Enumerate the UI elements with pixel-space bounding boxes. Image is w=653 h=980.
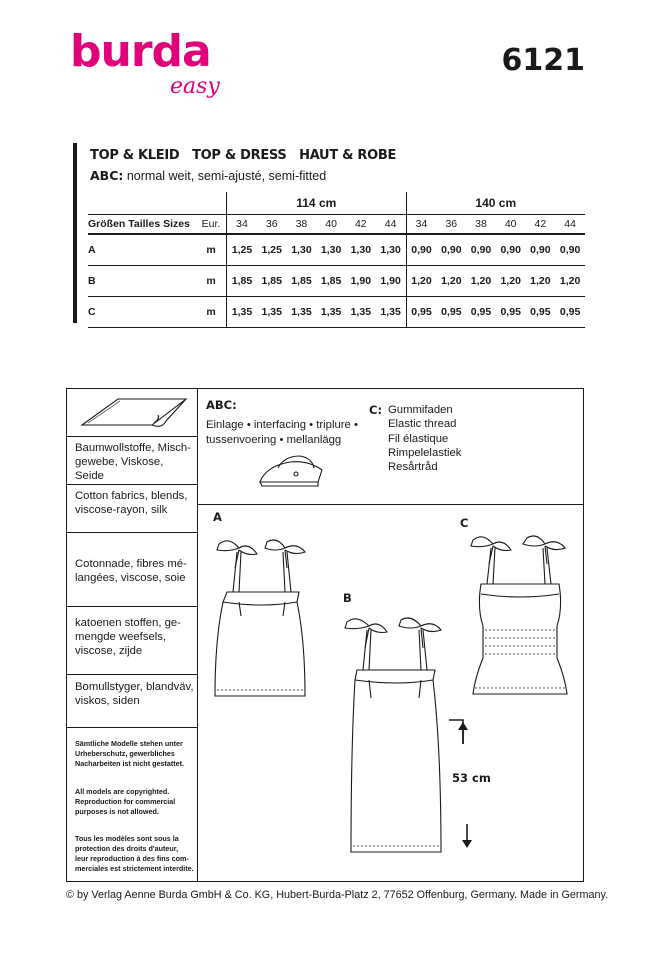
value-cell: 1,30 <box>346 234 376 266</box>
view-b-drawing <box>335 608 455 858</box>
value-cell: 0,95 <box>436 297 466 328</box>
value-cell: 0,90 <box>466 234 496 266</box>
fabric-text-de: Baumwollstoffe, Misch- gewebe, Viskose, Seide <box>75 442 191 482</box>
notions-c-text: Gummifaden Elastic thread Fil élastique Rimpelelastiek Resårtråd <box>388 404 462 474</box>
table-row <box>88 266 585 297</box>
table-row <box>88 297 585 328</box>
title-bar <box>73 143 77 323</box>
size-cell: 44 <box>555 215 585 235</box>
notions-abc-text: Einlage • interfacing • triplure • tussenvoering • mellanlägg <box>206 419 358 446</box>
brand-logo-sub: easy <box>170 74 220 99</box>
value-cell: 0,90 <box>436 234 466 266</box>
notions-abc-label: ABC: <box>206 398 237 412</box>
eur-label: Eur. <box>196 215 227 235</box>
copyright-notice-en: All models are copyrighted. Reproduction for commercial purposes is not allowed. <box>75 787 176 816</box>
value-cell: 1,35 <box>346 297 376 328</box>
view-a-drawing <box>205 530 315 710</box>
value-cell: 1,35 <box>316 297 346 328</box>
value-cell: 0,95 <box>466 297 496 328</box>
notions-divider <box>197 504 584 505</box>
view-label: C <box>88 297 196 328</box>
size-cell: 34 <box>406 215 436 235</box>
fabric-text-nl: katoenen stoffen, ge- mengde weefsels, viscose, zijde <box>75 617 181 657</box>
size-cell: 38 <box>287 215 317 235</box>
value-cell: 1,20 <box>466 266 496 297</box>
value-cell: 0,90 <box>555 234 585 266</box>
size-header-row <box>88 215 585 235</box>
view-label: B <box>88 266 196 297</box>
value-cell: 1,20 <box>526 266 556 297</box>
size-cell: 40 <box>496 215 526 235</box>
arrow-up-icon <box>458 722 468 744</box>
size-cell: 34 <box>227 215 257 235</box>
value-cell: 1,25 <box>227 234 257 266</box>
fabric-divider <box>66 727 197 728</box>
value-cell: 0,95 <box>496 297 526 328</box>
length-label: 53 cm <box>452 771 491 785</box>
value-cell: 1,30 <box>316 234 346 266</box>
fabric-text-en: Cotton fabrics, blends, viscose-rayon, silk <box>75 490 188 516</box>
brand-logo: burda <box>70 26 211 77</box>
width-140: 140 cm <box>406 192 585 215</box>
copyright-footer: © by Verlag Aenne Burda GmbH & Co. KG, Hubert-Burda-Platz 2, 77652 Offenburg, Germany. Made in Germany. <box>66 889 609 901</box>
view-a-label: A <box>213 510 222 524</box>
value-cell: 1,85 <box>316 266 346 297</box>
value-cell: 1,90 <box>346 266 376 297</box>
value-cell: 0,90 <box>526 234 556 266</box>
pattern-title: TOP & KLEID TOP & DRESS HAUT & ROBE <box>90 148 397 163</box>
value-cell: 1,25 <box>257 234 287 266</box>
fabric-text-sv: Bomullstyger, blandväv, viskos, siden <box>75 681 194 707</box>
fabric-divider <box>66 436 197 437</box>
size-cell: 36 <box>257 215 287 235</box>
value-cell: 1,90 <box>376 266 406 297</box>
value-cell: 1,30 <box>376 234 406 266</box>
size-cell: 38 <box>466 215 496 235</box>
unit-cell: m <box>196 297 227 328</box>
fabric-text-fr: Cotonnade, fibres mé- langées, viscose, soie <box>75 558 187 584</box>
value-cell: 0,90 <box>406 234 436 266</box>
fit-text: normal weit, semi-ajusté, semi-fitted <box>123 169 327 183</box>
value-cell: 1,85 <box>227 266 257 297</box>
notions-c-label: C: <box>369 403 383 417</box>
fabric-roll-icon <box>74 393 192 433</box>
value-cell: 0,95 <box>406 297 436 328</box>
value-cell: 0,95 <box>555 297 585 328</box>
fit-description <box>90 168 326 183</box>
unit-cell: m <box>196 234 227 266</box>
fabric-divider <box>66 674 197 675</box>
size-cell: 42 <box>346 215 376 235</box>
fit-prefix: ABC: <box>90 168 124 183</box>
fabric-divider <box>66 532 197 533</box>
value-cell: 1,20 <box>436 266 466 297</box>
iron-icon <box>256 448 328 490</box>
value-cell: 1,35 <box>227 297 257 328</box>
value-cell: 1,35 <box>376 297 406 328</box>
view-b-label: B <box>343 591 352 605</box>
value-cell: 1,85 <box>287 266 317 297</box>
value-cell: 1,20 <box>496 266 526 297</box>
table-row <box>88 234 585 266</box>
value-cell: 0,90 <box>496 234 526 266</box>
view-label: A <box>88 234 196 266</box>
value-cell: 1,35 <box>257 297 287 328</box>
value-cell: 1,35 <box>287 297 317 328</box>
yardage-table <box>88 192 585 328</box>
view-c-label: C <box>460 516 469 530</box>
width-114: 114 cm <box>227 192 407 215</box>
unit-cell: m <box>196 266 227 297</box>
value-cell: 1,85 <box>257 266 287 297</box>
value-cell: 1,30 <box>287 234 317 266</box>
size-cell: 44 <box>376 215 406 235</box>
column-divider <box>197 388 198 882</box>
copyright-notice-de: Sämtliche Modelle stehen unter Urheberschutz, gewerbliches Nacharbeiten ist nicht gestattet. <box>75 739 185 768</box>
fabric-divider <box>66 606 197 607</box>
size-cell: 42 <box>526 215 556 235</box>
fabric-divider <box>66 484 197 485</box>
copyright-notice-fr: Tous les modèles sont sous la protection des droits d'auteur, leur reproduction à des fins com- merciales est strictement interdite. <box>75 834 194 873</box>
arrow-down-icon <box>462 824 472 848</box>
pattern-number: 6121 <box>501 43 585 78</box>
value-cell: 0,95 <box>526 297 556 328</box>
size-cell: 36 <box>436 215 466 235</box>
value-cell: 1,20 <box>406 266 436 297</box>
size-header-label: Größen Tailles Sizes <box>88 215 196 235</box>
size-cell: 40 <box>316 215 346 235</box>
view-c-drawing <box>465 528 575 708</box>
value-cell: 1,20 <box>555 266 585 297</box>
